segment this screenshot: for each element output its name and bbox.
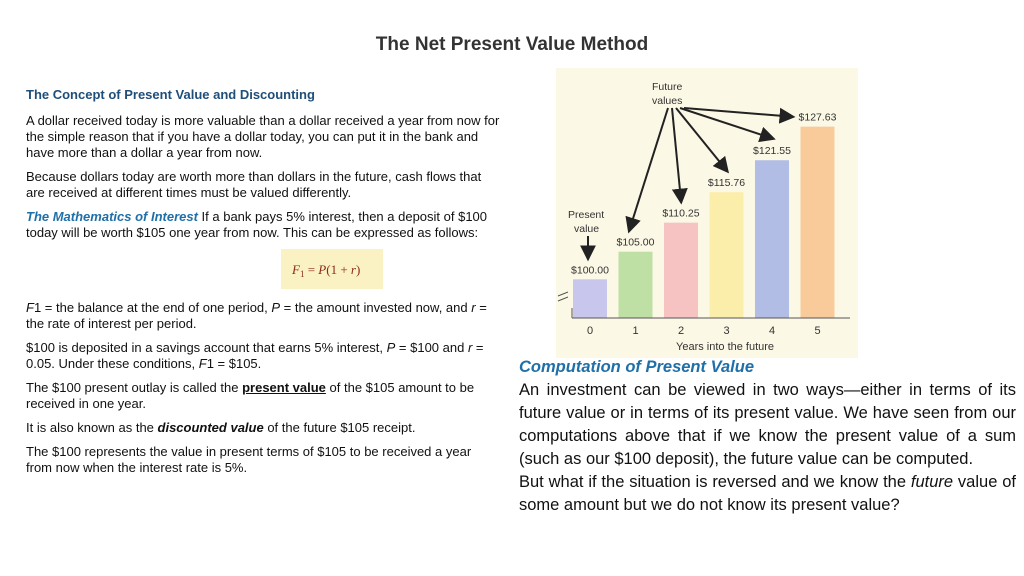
- future-values-annotation-line2: values: [652, 95, 683, 107]
- paragraph-cash-flows: Because dollars today are worth more than dollars in the future, cash flows that are received at different times must be valued differently.: [26, 169, 482, 200]
- paragraph-present-value: The $100 present outlay is called the present value of the $105 amount to be received in one year.: [26, 380, 475, 411]
- data-label-year-3: $115.76: [707, 177, 746, 190]
- data-label-year-2: $110.25: [662, 207, 700, 220]
- future-term: future: [910, 473, 954, 491]
- bar-year-1: [619, 252, 653, 318]
- paragraph-mathematics: [26, 209, 500, 241]
- right-text-column: [519, 356, 1016, 517]
- x-tick-label-5: 5: [814, 325, 821, 337]
- data-label-year-5: $127.63: [798, 111, 837, 124]
- future-value-arrow-3: [676, 108, 727, 170]
- svg-text:F1 = P(1 + r): $F_1 = P(1 + r)$: [292, 262, 361, 279]
- mathematics-text: If a bank pays 5% interest, then a deposit of $100 today will be worth $105 one year from now. This can be expressed as follows:: [26, 209, 488, 240]
- x-tick-label-4: 4: [768, 325, 776, 337]
- present-value-term: present value: [242, 380, 326, 395]
- paragraph-two-ways: An investment can be viewed in two ways—either in terms of its future value or in terms of its present value. We have seen from our computations above that if we know the present value of a sum (such as our $100 deposit), the future value can be computed.: [519, 381, 1016, 468]
- computation-heading: Computation of Present Value: [519, 358, 754, 376]
- future-value-arrow-2: [672, 108, 681, 201]
- formula-box: [281, 249, 383, 289]
- paragraph-deposit-example: $100 is deposited in a savings account that earns 5% interest, P = $100 and r = 0.05. Under these conditions, F1 = $105.: [26, 340, 484, 371]
- formula-image: [292, 259, 372, 279]
- x-axis-label: Years into the future: [676, 341, 775, 353]
- data-label-year-4: $121.55: [753, 145, 791, 158]
- slide-title: The Net Present Value Method: [375, 34, 649, 55]
- bar-year-4: [755, 160, 789, 318]
- bar-year-2: [664, 223, 698, 318]
- data-label-year-0: $100.00: [571, 264, 609, 277]
- mathematics-heading: The Mathematics of Interest: [26, 209, 198, 224]
- x-tick-label-2: 2: [677, 325, 685, 337]
- paragraph-present-terms: The $100 represents the value in present terms of $105 to be received a year from now when the interest rate is 5%.: [26, 444, 472, 475]
- left-text-column: [26, 87, 500, 484]
- future-values-annotation-line1: Future: [652, 81, 683, 93]
- discounted-value-term: discounted value: [157, 420, 264, 435]
- paragraph-reversed: But what if the situation is reversed and we know the future value of some amount but we do not know its present value?: [519, 473, 1016, 514]
- future-value-arrow-4: [680, 108, 772, 138]
- x-tick-label-3: 3: [723, 325, 730, 337]
- future-value-chart: [556, 68, 858, 358]
- bar-year-3: [710, 192, 744, 318]
- present-value-annotation-line1: Present: [568, 209, 605, 221]
- bar-year-5: [801, 127, 835, 318]
- chart-svg: [556, 68, 858, 358]
- present-value-annotation-line2: value: [574, 223, 600, 235]
- concept-subheading: The Concept of Present Value and Discounting: [26, 87, 315, 102]
- data-label-year-1: $105.00: [616, 236, 655, 249]
- bar-year-0: [573, 279, 607, 318]
- axis-break-icon: [558, 292, 568, 301]
- x-tick-label-1: 1: [632, 325, 639, 337]
- paragraph-definitions: F1 = the balance at the end of one period, P = the amount invested now, and r = the rate of interest per period.: [26, 300, 487, 331]
- paragraph-discounted-value: It is also known as the discounted value of the future $105 receipt.: [26, 420, 416, 435]
- paragraph-dollar-value: A dollar received today is more valuable than a dollar received a year from now for the simple reason that if you have a dollar today, you can put it in the bank and have more than a dollar a year from now.: [26, 113, 500, 160]
- x-tick-label-0: 0: [586, 325, 594, 337]
